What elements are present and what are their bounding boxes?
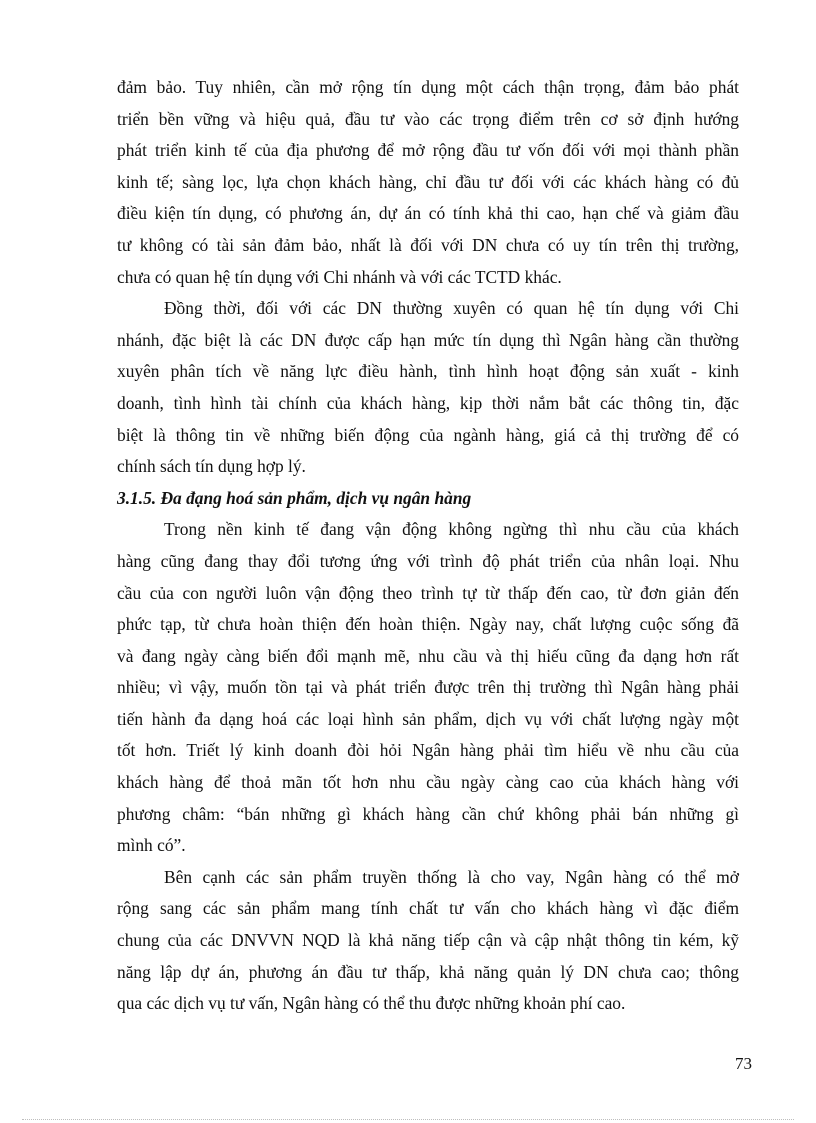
paragraph-line: năng lập dự án, phương án đầu tư thấp, khả năng quản lý DN chưa cao; thông (117, 961, 739, 982)
paragraph-line: nhánh, đặc biệt là các DN được cấp hạn mức tín dụng thì Ngân hàng cần thường (117, 329, 739, 350)
paragraph-line: đảm bảo. Tuy nhiên, cần mở rộng tín dụng một cách thận trọng, đảm bảo phát (117, 77, 739, 97)
paragraph-line: chưa có quan hệ tín dụng với Chi nhánh và với các TCTD khác. (117, 266, 562, 287)
paragraph-line: qua các dịch vụ tư vấn, Ngân hàng có thể thu được những khoản phí cao. (117, 993, 626, 1014)
paragraph-line: tư không có tài sản đảm bảo, nhất là đối với DN chưa có uy tín trên thị trường, (117, 234, 739, 255)
paragraph-line: mình có”. (117, 835, 186, 856)
paragraph-line: phức tạp, từ chưa hoàn thiện đến hoàn thiện. Ngày nay, chất lượng cuộc sống đã (117, 614, 739, 635)
text-column (117, 72, 739, 1020)
paragraph-line: hàng cũng đang thay đổi tương ứng với trình độ phát triển của nhân loại. Nhu (117, 550, 739, 571)
paragraph-line: biệt là thông tin về những biến động của ngành hàng, giá cả thị trường để có (117, 424, 739, 445)
paragraph-line: triển bền vững và hiệu quả, đầu tư vào các trọng điểm trên cơ sở định hướng (117, 108, 739, 129)
paragraph-line: cầu của con người luôn vận động theo trình tự từ thấp đến cao, từ đơn giản đến (117, 582, 739, 603)
paragraph-line: Đồng thời, đối với các DN thường xuyên có quan hệ tín dụng với Chi (164, 298, 739, 319)
paragraph-line: khách hàng để thoả mãn tốt hơn nhu cầu ngày càng cao của khách hàng với (117, 772, 739, 793)
paragraph-3 (117, 514, 739, 862)
paragraph-line: xuyên phân tích về năng lực điều hành, tình hình hoạt động sản xuất - kinh (117, 361, 739, 382)
paragraph-1 (117, 72, 739, 293)
paragraph-line: chung của các DNVVN NQD là khả năng tiếp cận và cập nhật thông tin kém, kỹ (117, 930, 739, 951)
paragraph-line: phương châm: “bán những gì khách hàng cần chứ không phải bán những gì (117, 803, 739, 824)
paragraph-line: Trong nền kinh tế đang vận động không ngừng thì nhu cầu của khách (164, 519, 739, 540)
paragraph-line: phát triển kinh tế của địa phương để mở rộng đầu tư vốn đối với mọi thành phần (117, 140, 739, 161)
paragraph-line: tiến hành đa dạng hoá các loại hình sản phẩm, dịch vụ với chất lượng ngày một (117, 708, 739, 729)
paragraph-4 (117, 862, 739, 1020)
paragraph-line: điều kiện tín dụng, có phương án, dự án có tính khả thi cao, hạn chế và giảm đầu (117, 203, 739, 224)
section-heading: 3.1.5. Đa đạng hoá sản phẩm, dịch vụ ngân hàng (117, 487, 472, 508)
paragraph-line: chính sách tín dụng hợp lý. (117, 456, 306, 477)
paragraph-line: và đang ngày càng biến đổi mạnh mẽ, nhu cầu và thị hiếu cũng đa dạng hơn rất (117, 645, 739, 666)
paragraph-line: Bên cạnh các sản phẩm truyền thống là cho vay, Ngân hàng có thể mở (164, 866, 739, 887)
page-bottom-divider (22, 1119, 794, 1120)
paragraph-line: tốt hơn. Triết lý kinh doanh đòi hỏi Ngân hàng phải tìm hiểu về nhu cầu của (117, 740, 739, 761)
paragraph-line: nhiều; vì vậy, muốn tồn tại và phát triển được trên thị trường thì Ngân hàng phải (117, 677, 739, 698)
paragraph-line: rộng sang các sản phẩm mang tính chất tư vấn cho khách hàng vì đặc điểm (117, 898, 739, 919)
paragraph-line: doanh, tình hình tài chính của khách hàng, kịp thời nắm bắt các thông tin, đặc (117, 392, 739, 413)
paragraph-line: kinh tế; sàng lọc, lựa chọn khách hàng, chỉ đầu tư đối với các khách hàng có đủ (117, 171, 739, 192)
page-number: 73 (735, 1054, 752, 1073)
paragraph-2 (117, 293, 739, 483)
